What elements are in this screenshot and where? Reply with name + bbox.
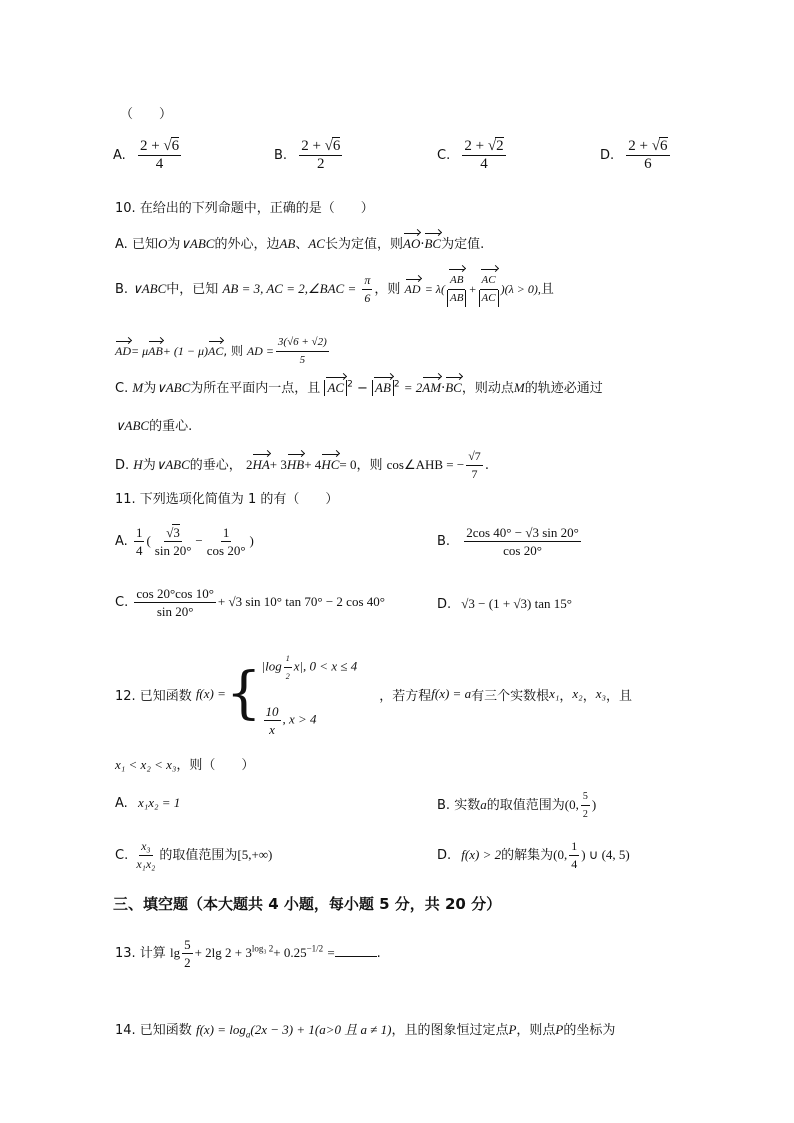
q11-option-d: D. √3 − (1 + √3) tan 15° xyxy=(437,596,572,612)
q12-stem: 12. 已知函数 f(x) = { |log $\frac{1}{2}$ x|, 0 < x ≤ 4 $\frac{10}{x}$ , x > 4 ，若方程 f(x) = a 有三个实数根 x₁ ， x₂ ， x₃ ，且 xyxy=(115,644,632,744)
q10-option-a: A. 已知O为∨ABC的外心，边AB、AC长为定值，则AO·BC为定值. xyxy=(115,236,485,252)
q9-paren: （ ） xyxy=(120,107,173,122)
q10-option-d: D. H为∨ABC的垂心， 2HA+ 3HB+ 4HC= 0，则 cos∠AHB = − $\frac{√7}{7}$ . xyxy=(115,449,489,481)
q12-option-a: A. x₁x₂ = 1 xyxy=(115,795,181,811)
q10-option-b-line2: AD= μAB+ (1 − μ)AC, 则 AD = $\frac{3(√6 + √2)}{5}$ xyxy=(115,336,327,366)
q11-stem: 11. 下列选项化简值为 1 的有（ ） xyxy=(115,492,339,507)
q10-stem: 10. 在给出的下列命题中，正确的是（ ） xyxy=(115,201,374,216)
q9-option-d: D. $\frac{2 + √6}{6}$ xyxy=(600,138,668,172)
q11-option-c: C. $\frac{\cos 20^\circ\cos 10^\circ}{\sin 20^\circ}$ + √3 sin 10° tan 70° − 2 cos 40° xyxy=(115,586,385,619)
q13: 13. 计算 lg $\frac{5}{2}$ + 2lg $2 + 3^{log_3 2}+ 0.25^{-1/2}$ = . xyxy=(115,937,381,970)
q10-option-b: B. ∨ABC中，已知 AB = 3, AC = 2,∠BAC = $\frac{\pi}{6}$ ，则 AD = λ( $\frac{AB}{AB}$ + $\frac{AC}{AC}$ )(λ > 0),且 xyxy=(115,273,554,305)
q10-option-c: C. M为∨ABC为所在平面内一点，且 AC $^2$ − AB $^2$ = 2AM·BC，则动点M的轨迹必通过 xyxy=(115,379,603,396)
q9-option-b: B. $\frac{2 + √6}{2}$ xyxy=(274,138,341,172)
q9-option-a: A. $\frac{2 + √6}{4}$ xyxy=(113,138,180,172)
q12-option-b: B. 实数a的取值范围为(0, $\frac{5}{2}$ ) xyxy=(437,788,596,823)
q12-line2: x₁ < x₂ < x₃，则（ ） xyxy=(115,757,255,773)
section-3-heading: 三、填空题（本大题共 4 小题，每小题 5 分，共 20 分） xyxy=(113,895,502,913)
q12-option-d: D. f(x) > 2的解集为(0, $\frac{1}{4}$ ) ∪ (4, 5) xyxy=(437,839,630,871)
answer-blank xyxy=(335,956,377,957)
q14: 14. 已知函数 $f(x) = \log_a(2x - 3) + 1(a>0$ 且 a ≠ 1)，且的图象恒过定点P，则点P的坐标为 xyxy=(115,1022,616,1040)
q11-option-a: A. $\frac{1}{4}$ ( $\frac{√3}{\sin 20^\circ}$ − $\frac{1}{\cos 20^\circ}$ ) xyxy=(115,525,254,558)
q9-option-c: C. $\frac{2 + √2}{4}$ xyxy=(437,138,504,172)
q11-option-b: B. $\frac{2\cos 40^\circ - √3 \sin 20^\circ}{\cos 20^\circ}$ xyxy=(437,525,579,558)
q12-option-c: C. $\frac{\text{x₃}}{\text{x₁x₂}}$ 的取值范围为[5,+∞) xyxy=(115,839,273,871)
q10-option-c-line2: ∨ABC的重心. xyxy=(115,418,193,434)
